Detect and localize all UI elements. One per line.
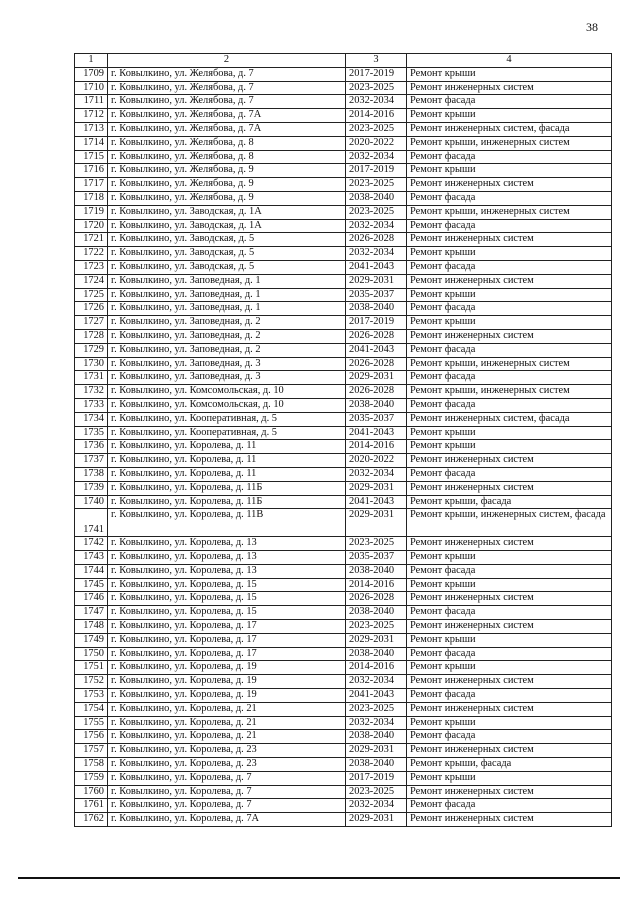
row-work-type: Ремонт инженерных систем — [407, 592, 612, 606]
row-work-type: Ремонт крыши — [407, 109, 612, 123]
row-period: 2023-2025 — [346, 785, 407, 799]
table-row — [75, 274, 612, 288]
row-period: 2023-2025 — [346, 702, 407, 716]
row-period: 2026-2028 — [346, 357, 407, 371]
row-work-type: Ремонт инженерных систем — [407, 744, 612, 758]
table-row — [75, 109, 612, 123]
table-row — [75, 164, 612, 178]
table-row — [75, 758, 612, 772]
header-col-address: 2 — [108, 54, 346, 68]
row-number: 1755 — [75, 716, 108, 730]
table-row — [75, 288, 612, 302]
row-work-type: Ремонт фасада — [407, 260, 612, 274]
table-row — [75, 606, 612, 620]
row-work-type: Ремонт фасада — [407, 302, 612, 316]
row-work-type: Ремонт крыши — [407, 164, 612, 178]
row-address: г. Ковылкино, ул. Королева, д. 11 — [108, 467, 346, 481]
row-work-type: Ремонт фасада — [407, 730, 612, 744]
row-address: г. Ковылкино, ул. Королева, д. 13 — [108, 537, 346, 551]
row-number: 1735 — [75, 426, 108, 440]
row-number: 1740 — [75, 495, 108, 509]
page-number: 38 — [586, 20, 598, 34]
table-row — [75, 122, 612, 136]
repair-schedule-table — [74, 53, 612, 827]
row-work-type: Ремонт фасада — [407, 398, 612, 412]
row-work-type: Ремонт инженерных систем — [407, 233, 612, 247]
table-row — [75, 136, 612, 150]
row-number: 1730 — [75, 357, 108, 371]
row-period: 2029-2031 — [346, 274, 407, 288]
row-period: 2026-2028 — [346, 592, 407, 606]
row-number: 1712 — [75, 109, 108, 123]
header-row — [75, 54, 612, 68]
row-address: г. Ковылкино, ул. Желябова, д. 9 — [108, 164, 346, 178]
row-period: 2026-2028 — [346, 233, 407, 247]
row-period: 2035-2037 — [346, 412, 407, 426]
row-period: 2032-2034 — [346, 716, 407, 730]
row-period: 2032-2034 — [346, 799, 407, 813]
row-address: г. Ковылкино, ул. Королева, д. 23 — [108, 758, 346, 772]
row-number: 1743 — [75, 551, 108, 565]
row-work-type: Ремонт крыши — [407, 771, 612, 785]
row-address: г. Ковылкино, ул. Заповедная, д. 3 — [108, 371, 346, 385]
row-work-type: Ремонт фасада — [407, 799, 612, 813]
row-address: г. Ковылкино, ул. Королева, д. 19 — [108, 675, 346, 689]
table-row — [75, 785, 612, 799]
table-row — [75, 675, 612, 689]
row-address: г. Ковылкино, ул. Комсомольская, д. 10 — [108, 398, 346, 412]
row-work-type: Ремонт крыши, фасада — [407, 495, 612, 509]
table-row — [75, 178, 612, 192]
row-number: 1751 — [75, 661, 108, 675]
row-work-type: Ремонт фасада — [407, 191, 612, 205]
row-number: 1746 — [75, 592, 108, 606]
row-period: 2017-2019 — [346, 67, 407, 81]
table-row — [75, 95, 612, 109]
table-row — [75, 495, 612, 509]
row-work-type: Ремонт фасада — [407, 150, 612, 164]
row-number: 1754 — [75, 702, 108, 716]
row-address: г. Ковылкино, ул. Королева, д. 7А — [108, 813, 346, 827]
row-work-type: Ремонт инженерных систем — [407, 813, 612, 827]
row-period: 2020-2022 — [346, 454, 407, 468]
row-number: 1726 — [75, 302, 108, 316]
row-period: 2038-2040 — [346, 730, 407, 744]
row-work-type: Ремонт фасада — [407, 219, 612, 233]
row-number: 1744 — [75, 564, 108, 578]
row-address: г. Ковылкино, ул. Заводская, д. 5 — [108, 233, 346, 247]
row-number: 1741 — [75, 509, 108, 537]
row-number: 1717 — [75, 178, 108, 192]
row-address: г. Ковылкино, ул. Королева, д. 13 — [108, 564, 346, 578]
row-address: г. Ковылкино, ул. Королева, д. 19 — [108, 661, 346, 675]
row-number: 1714 — [75, 136, 108, 150]
row-work-type: Ремонт инженерных систем — [407, 274, 612, 288]
row-period: 2026-2028 — [346, 385, 407, 399]
table-row — [75, 316, 612, 330]
row-work-type: Ремонт крыши, инженерных систем — [407, 136, 612, 150]
table-row — [75, 509, 612, 537]
row-work-type: Ремонт инженерных систем — [407, 675, 612, 689]
row-period: 2014-2016 — [346, 661, 407, 675]
row-address: г. Ковылкино, ул. Королева, д. 21 — [108, 702, 346, 716]
row-address: г. Ковылкино, ул. Королева, д. 15 — [108, 592, 346, 606]
row-number: 1731 — [75, 371, 108, 385]
row-work-type: Ремонт фасада — [407, 564, 612, 578]
row-number: 1732 — [75, 385, 108, 399]
row-number: 1745 — [75, 578, 108, 592]
row-work-type: Ремонт крыши, инженерных систем — [407, 357, 612, 371]
row-work-type: Ремонт крыши — [407, 661, 612, 675]
row-work-type: Ремонт фасада — [407, 606, 612, 620]
row-work-type: Ремонт крыши — [407, 316, 612, 330]
row-address: г. Ковылкино, ул. Желябова, д. 7 — [108, 67, 346, 81]
row-number: 1759 — [75, 771, 108, 785]
row-address: г. Ковылкино, ул. Королева, д. 11Б — [108, 481, 346, 495]
row-number: 1721 — [75, 233, 108, 247]
table-row — [75, 537, 612, 551]
table-row — [75, 716, 612, 730]
row-number: 1709 — [75, 67, 108, 81]
row-period: 2035-2037 — [346, 288, 407, 302]
row-work-type: Ремонт инженерных систем — [407, 537, 612, 551]
row-number: 1725 — [75, 288, 108, 302]
row-address: г. Ковылкино, ул. Королева, д. 11 — [108, 454, 346, 468]
row-number: 1711 — [75, 95, 108, 109]
row-number: 1729 — [75, 343, 108, 357]
row-number: 1710 — [75, 81, 108, 95]
row-number: 1737 — [75, 454, 108, 468]
table-row — [75, 633, 612, 647]
row-period: 2026-2028 — [346, 329, 407, 343]
row-number: 1739 — [75, 481, 108, 495]
row-number: 1761 — [75, 799, 108, 813]
row-address: г. Ковылкино, ул. Кооперативная, д. 5 — [108, 426, 346, 440]
table-header — [75, 54, 612, 68]
row-address: г. Ковылкино, ул. Королева, д. 19 — [108, 689, 346, 703]
row-number: 1758 — [75, 758, 108, 772]
table-row — [75, 343, 612, 357]
table-row — [75, 702, 612, 716]
row-address: г. Ковылкино, ул. Заповедная, д. 2 — [108, 343, 346, 357]
row-work-type: Ремонт инженерных систем — [407, 785, 612, 799]
row-address: г. Ковылкино, ул. Королева, д. 7 — [108, 785, 346, 799]
table-row — [75, 81, 612, 95]
table-row — [75, 771, 612, 785]
table-row — [75, 260, 612, 274]
row-number: 1753 — [75, 689, 108, 703]
row-address: г. Ковылкино, ул. Королева, д. 7 — [108, 799, 346, 813]
row-number: 1750 — [75, 647, 108, 661]
table-body — [75, 67, 612, 826]
row-period: 2038-2040 — [346, 191, 407, 205]
table-row — [75, 371, 612, 385]
row-address: г. Ковылкино, ул. Заводская, д. 1А — [108, 219, 346, 233]
row-period: 2041-2043 — [346, 343, 407, 357]
row-period: 2035-2037 — [346, 551, 407, 565]
row-work-type: Ремонт крыши — [407, 633, 612, 647]
table-row — [75, 426, 612, 440]
row-address: г. Ковылкино, ул. Заповедная, д. 1 — [108, 288, 346, 302]
row-number: 1734 — [75, 412, 108, 426]
row-period: 2023-2025 — [346, 122, 407, 136]
row-period: 2023-2025 — [346, 178, 407, 192]
row-address: г. Ковылкино, ул. Желябова, д. 7А — [108, 122, 346, 136]
row-period: 2032-2034 — [346, 219, 407, 233]
table-row — [75, 689, 612, 703]
row-work-type: Ремонт крыши — [407, 247, 612, 261]
row-work-type: Ремонт крыши — [407, 716, 612, 730]
row-work-type: Ремонт крыши — [407, 67, 612, 81]
table-row — [75, 744, 612, 758]
row-address: г. Ковылкино, ул. Желябова, д. 7А — [108, 109, 346, 123]
row-period: 2014-2016 — [346, 578, 407, 592]
row-number: 1719 — [75, 205, 108, 219]
row-work-type: Ремонт инженерных систем, фасада — [407, 412, 612, 426]
row-period: 2023-2025 — [346, 620, 407, 634]
row-number: 1736 — [75, 440, 108, 454]
row-address: г. Ковылкино, ул. Королева, д. 11 — [108, 440, 346, 454]
row-number: 1715 — [75, 150, 108, 164]
table-row — [75, 440, 612, 454]
row-work-type: Ремонт инженерных систем, фасада — [407, 122, 612, 136]
table-row — [75, 578, 612, 592]
row-number: 1762 — [75, 813, 108, 827]
row-address: г. Ковылкино, ул. Кооперативная, д. 5 — [108, 412, 346, 426]
row-work-type: Ремонт инженерных систем — [407, 454, 612, 468]
row-work-type: Ремонт крыши, инженерных систем — [407, 385, 612, 399]
row-address: г. Ковылкино, ул. Королева, д. 21 — [108, 716, 346, 730]
table-row — [75, 67, 612, 81]
row-number: 1756 — [75, 730, 108, 744]
table-row — [75, 357, 612, 371]
row-number: 1757 — [75, 744, 108, 758]
page-bottom-border — [18, 877, 620, 879]
table-row — [75, 454, 612, 468]
row-number: 1727 — [75, 316, 108, 330]
row-period: 2029-2031 — [346, 481, 407, 495]
table-row — [75, 150, 612, 164]
table-row — [75, 191, 612, 205]
row-number: 1748 — [75, 620, 108, 634]
row-number: 1738 — [75, 467, 108, 481]
table-row — [75, 412, 612, 426]
table-row — [75, 730, 612, 744]
row-period: 2029-2031 — [346, 509, 407, 537]
row-work-type: Ремонт фасада — [407, 467, 612, 481]
row-period: 2029-2031 — [346, 744, 407, 758]
table-row — [75, 467, 612, 481]
row-period: 2017-2019 — [346, 164, 407, 178]
row-address: г. Ковылкино, ул. Заповедная, д. 2 — [108, 329, 346, 343]
table-row — [75, 564, 612, 578]
row-period: 2014-2016 — [346, 440, 407, 454]
row-number: 1724 — [75, 274, 108, 288]
row-period: 2023-2025 — [346, 205, 407, 219]
row-number: 1723 — [75, 260, 108, 274]
row-period: 2032-2034 — [346, 467, 407, 481]
row-number: 1713 — [75, 122, 108, 136]
table-row — [75, 385, 612, 399]
table-row — [75, 620, 612, 634]
row-number: 1728 — [75, 329, 108, 343]
row-address: г. Ковылкино, ул. Королева, д. 21 — [108, 730, 346, 744]
row-address: г. Ковылкино, ул. Заповедная, д. 2 — [108, 316, 346, 330]
row-period: 2029-2031 — [346, 813, 407, 827]
header-col-number: 1 — [75, 54, 108, 68]
row-work-type: Ремонт крыши, инженерных систем — [407, 205, 612, 219]
row-address: г. Ковылкино, ул. Королева, д. 15 — [108, 578, 346, 592]
row-period: 2038-2040 — [346, 647, 407, 661]
row-work-type: Ремонт крыши, фасада — [407, 758, 612, 772]
header-col-work: 4 — [407, 54, 612, 68]
row-period: 2023-2025 — [346, 81, 407, 95]
row-address: г. Ковылкино, ул. Желябова, д. 7 — [108, 81, 346, 95]
table-row — [75, 205, 612, 219]
row-period: 2023-2025 — [346, 537, 407, 551]
row-period: 2017-2019 — [346, 316, 407, 330]
table-row — [75, 799, 612, 813]
row-work-type: Ремонт инженерных систем — [407, 702, 612, 716]
row-address: г. Ковылкино, ул. Заводская, д. 5 — [108, 260, 346, 274]
row-address: г. Ковылкино, ул. Комсомольская, д. 10 — [108, 385, 346, 399]
row-number: 1716 — [75, 164, 108, 178]
row-work-type: Ремонт крыши — [407, 440, 612, 454]
row-work-type: Ремонт фасада — [407, 647, 612, 661]
row-address: г. Ковылкино, ул. Королева, д. 17 — [108, 633, 346, 647]
table-row — [75, 647, 612, 661]
row-period: 2038-2040 — [346, 606, 407, 620]
row-work-type: Ремонт инженерных систем — [407, 81, 612, 95]
row-work-type: Ремонт инженерных систем — [407, 178, 612, 192]
row-work-type: Ремонт крыши — [407, 578, 612, 592]
row-address: г. Ковылкино, ул. Заповедная, д. 1 — [108, 302, 346, 316]
row-number: 1742 — [75, 537, 108, 551]
row-work-type: Ремонт фасада — [407, 689, 612, 703]
row-work-type: Ремонт фасада — [407, 343, 612, 357]
table-row — [75, 329, 612, 343]
table-row — [75, 813, 612, 827]
table-row — [75, 302, 612, 316]
row-period: 2038-2040 — [346, 758, 407, 772]
row-period: 2032-2034 — [346, 150, 407, 164]
row-address: г. Ковылкино, ул. Королева, д. 15 — [108, 606, 346, 620]
row-address: г. Ковылкино, ул. Заповедная, д. 3 — [108, 357, 346, 371]
row-address: г. Ковылкино, ул. Королева, д. 17 — [108, 647, 346, 661]
row-address: г. Ковылкино, ул. Королева, д. 23 — [108, 744, 346, 758]
table-row — [75, 219, 612, 233]
row-number: 1733 — [75, 398, 108, 412]
row-address: г. Ковылкино, ул. Желябова, д. 9 — [108, 191, 346, 205]
row-work-type: Ремонт крыши — [407, 288, 612, 302]
row-address: г. Ковылкино, ул. Заповедная, д. 1 — [108, 274, 346, 288]
row-address: г. Ковылкино, ул. Королева, д. 7 — [108, 771, 346, 785]
table-row — [75, 551, 612, 565]
row-number: 1760 — [75, 785, 108, 799]
row-number: 1718 — [75, 191, 108, 205]
row-address: г. Ковылкино, ул. Желябова, д. 7 — [108, 95, 346, 109]
row-period: 2038-2040 — [346, 398, 407, 412]
row-work-type: Ремонт инженерных систем — [407, 329, 612, 343]
row-number: 1752 — [75, 675, 108, 689]
row-work-type: Ремонт инженерных систем — [407, 481, 612, 495]
row-period: 2014-2016 — [346, 109, 407, 123]
row-period: 2038-2040 — [346, 564, 407, 578]
row-period: 2017-2019 — [346, 771, 407, 785]
row-period: 2041-2043 — [346, 495, 407, 509]
row-number: 1720 — [75, 219, 108, 233]
row-period: 2032-2034 — [346, 95, 407, 109]
table-row — [75, 233, 612, 247]
row-period: 2041-2043 — [346, 689, 407, 703]
row-address: г. Ковылкино, ул. Желябова, д. 8 — [108, 136, 346, 150]
table-row — [75, 592, 612, 606]
row-work-type: Ремонт крыши — [407, 426, 612, 440]
row-address: г. Ковылкино, ул. Желябова, д. 9 — [108, 178, 346, 192]
row-address: г. Ковылкино, ул. Королева, д. 17 — [108, 620, 346, 634]
row-work-type: Ремонт фасада — [407, 95, 612, 109]
row-address: г. Ковылкино, ул. Королева, д. 11В — [108, 509, 346, 537]
table-row — [75, 481, 612, 495]
row-number: 1749 — [75, 633, 108, 647]
row-number: 1747 — [75, 606, 108, 620]
row-period: 2029-2031 — [346, 371, 407, 385]
row-work-type: Ремонт крыши — [407, 551, 612, 565]
row-work-type: Ремонт фасада — [407, 371, 612, 385]
row-work-type: Ремонт инженерных систем — [407, 620, 612, 634]
row-period: 2020-2022 — [346, 136, 407, 150]
row-period: 2041-2043 — [346, 260, 407, 274]
row-period: 2029-2031 — [346, 633, 407, 647]
table-row — [75, 398, 612, 412]
header-col-period: 3 — [346, 54, 407, 68]
row-work-type: Ремонт крыши, инженерных систем, фасада — [407, 509, 612, 537]
row-address: г. Ковылкино, ул. Королева, д. 11Б — [108, 495, 346, 509]
row-period: 2041-2043 — [346, 426, 407, 440]
row-address: г. Ковылкино, ул. Заводская, д. 1А — [108, 205, 346, 219]
row-address: г. Ковылкино, ул. Заводская, д. 5 — [108, 247, 346, 261]
row-period: 2032-2034 — [346, 247, 407, 261]
table-row — [75, 247, 612, 261]
table-row — [75, 661, 612, 675]
row-address: г. Ковылкино, ул. Королева, д. 13 — [108, 551, 346, 565]
row-period: 2038-2040 — [346, 302, 407, 316]
row-period: 2032-2034 — [346, 675, 407, 689]
row-address: г. Ковылкино, ул. Желябова, д. 8 — [108, 150, 346, 164]
row-number: 1722 — [75, 247, 108, 261]
